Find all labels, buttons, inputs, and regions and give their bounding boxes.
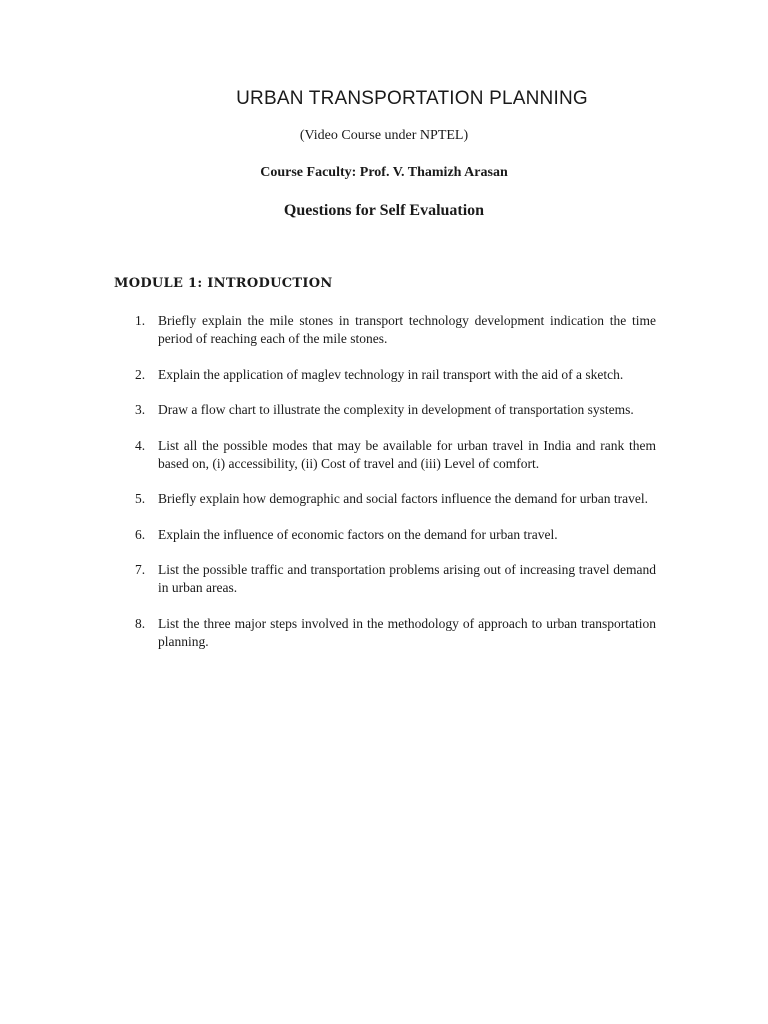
questions-heading: Questions for Self Evaluation — [283, 202, 485, 219]
document-subtitle: (Video Course under NPTEL) — [299, 128, 469, 143]
question-number: 5. — [135, 491, 146, 506]
question-number: 7. — [135, 562, 146, 577]
question-number: 2. — [135, 366, 146, 382]
module-heading: MODULE 1: INTRODUCTION — [114, 276, 333, 291]
question-text: List the possible traffic and transportation problems arising out of increasing travel demand in urban areas. — [158, 562, 656, 595]
question-number: 6. — [135, 526, 146, 542]
question-item — [114, 615, 656, 651]
question-item — [114, 366, 656, 384]
question-item — [114, 490, 656, 508]
question-number: 1. — [135, 313, 146, 328]
document-title: URBAN TRANSPORTATION PLANNING — [236, 88, 588, 109]
question-text: Explain the application of maglev technology in rail transport with the aid of a sketch. — [158, 366, 624, 382]
question-item — [114, 401, 656, 419]
question-number: 8. — [135, 615, 146, 631]
question-item — [114, 312, 656, 348]
question-list — [114, 312, 656, 668]
question-text: Briefly explain the mile stones in transport technology development indication the time period of reaching each of the mile stones. — [158, 313, 656, 346]
question-item — [114, 437, 656, 473]
question-number: 4. — [135, 437, 146, 453]
question-number: 3. — [135, 402, 146, 417]
question-text: Briefly explain how demographic and social factors influence the demand for urban travel. — [158, 491, 648, 506]
question-text: Explain the influence of economic factors on the demand for urban travel. — [158, 526, 558, 542]
question-text: List all the possible modes that may be available for urban travel in India and rank them based on, (i) accessibility, (ii) Cost of travel and (iii) Level of comfort. — [158, 437, 656, 471]
question-text: Draw a flow chart to illustrate the complexity in development of transportation systems. — [158, 402, 634, 417]
course-faculty: Course Faculty: Prof. V. Thamizh Arasan — [260, 165, 508, 180]
question-item — [114, 561, 656, 597]
question-text: List the three major steps involved in the methodology of approach to urban transportation planning. — [158, 615, 656, 649]
question-item — [114, 526, 656, 544]
